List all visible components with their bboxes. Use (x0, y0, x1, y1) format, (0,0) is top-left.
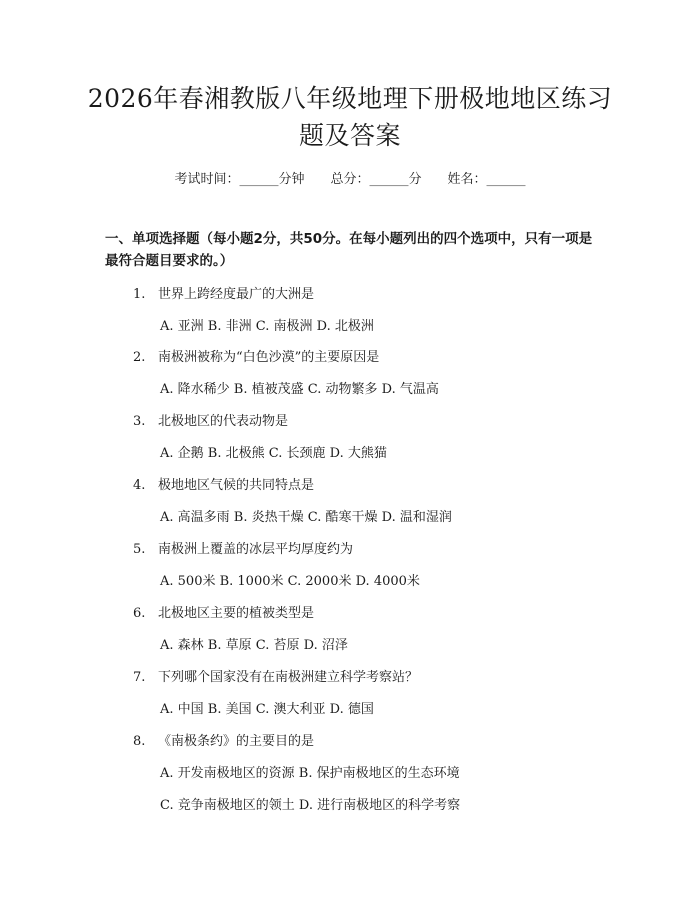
question-text: 极地地区气候的共同特点是 (158, 478, 315, 493)
question-number: 8. (133, 734, 146, 749)
question-8-options: A. 开发南极地区的资源 B. 保护南极地区的生态环境 (160, 766, 460, 781)
question-8 (133, 730, 314, 749)
question-5-options: A. 500米 B. 1000米 C. 2000米 D. 4000米 (160, 574, 420, 589)
question-2-options: A. 降水稀少 B. 植被茂盛 C. 动物繁多 D. 气温高 (160, 382, 439, 397)
question-7-options: A. 中国 B. 美国 C. 澳大利亚 D. 德国 (160, 702, 374, 717)
question-text: 北极地区主要的植被类型是 (158, 606, 315, 621)
question-5 (133, 538, 353, 557)
question-4 (133, 474, 314, 493)
question-1-options: A. 亚洲 B. 非洲 C. 南极洲 D. 北极洲 (160, 319, 374, 334)
total-score-field: 总分：______分 (330, 172, 422, 187)
question-3 (133, 410, 288, 429)
name-field: 姓名：______ (447, 172, 526, 187)
question-1 (133, 283, 314, 302)
question-text: 《南极条约》的主要目的是 (158, 734, 315, 749)
question-3-options: A. 企鹅 B. 北极熊 C. 长颈鹿 D. 大熊猫 (160, 446, 387, 461)
question-6-options: A. 森林 B. 草原 C. 苔原 D. 沼泽 (160, 638, 348, 653)
exam-time-field: 考试时间：______分钟 (174, 172, 305, 187)
question-number: 7. (133, 670, 146, 685)
question-number: 4. (133, 478, 146, 493)
question-number: 6. (133, 606, 146, 621)
question-text: 下列哪个国家没有在南极洲建立科学考察站？ (158, 670, 419, 685)
question-6 (133, 602, 314, 621)
question-text: 世界上跨经度最广的大洲是 (158, 287, 315, 302)
question-7 (133, 666, 418, 685)
section-heading: 一、单项选择题（每小题2分，共50分。在每小题列出的四个选项中，只有一项是最符合题目要求的。） (105, 231, 593, 269)
question-2 (133, 346, 379, 365)
exam-meta (0, 168, 700, 187)
question-number: 2. (133, 350, 146, 365)
question-text: 北极地区的代表动物是 (158, 414, 289, 429)
question-text: 南极洲上覆盖的冰层平均厚度约为 (158, 542, 354, 557)
page-title: 2026年春湘教版八年级地理下册极地地区练习题及答案 (87, 84, 613, 150)
question-4-options: A. 高温多雨 B. 炎热干燥 C. 酷寒干燥 D. 温和湿润 (160, 510, 452, 525)
question-number: 3. (133, 414, 146, 429)
question-number: 5. (133, 542, 146, 557)
question-text: 南极洲被称为“白色沙漠”的主要原因是 (158, 350, 380, 365)
question-number: 1. (133, 287, 146, 302)
question-8-options: C. 竞争南极地区的领土 D. 进行南极地区的科学考察 (160, 798, 461, 813)
